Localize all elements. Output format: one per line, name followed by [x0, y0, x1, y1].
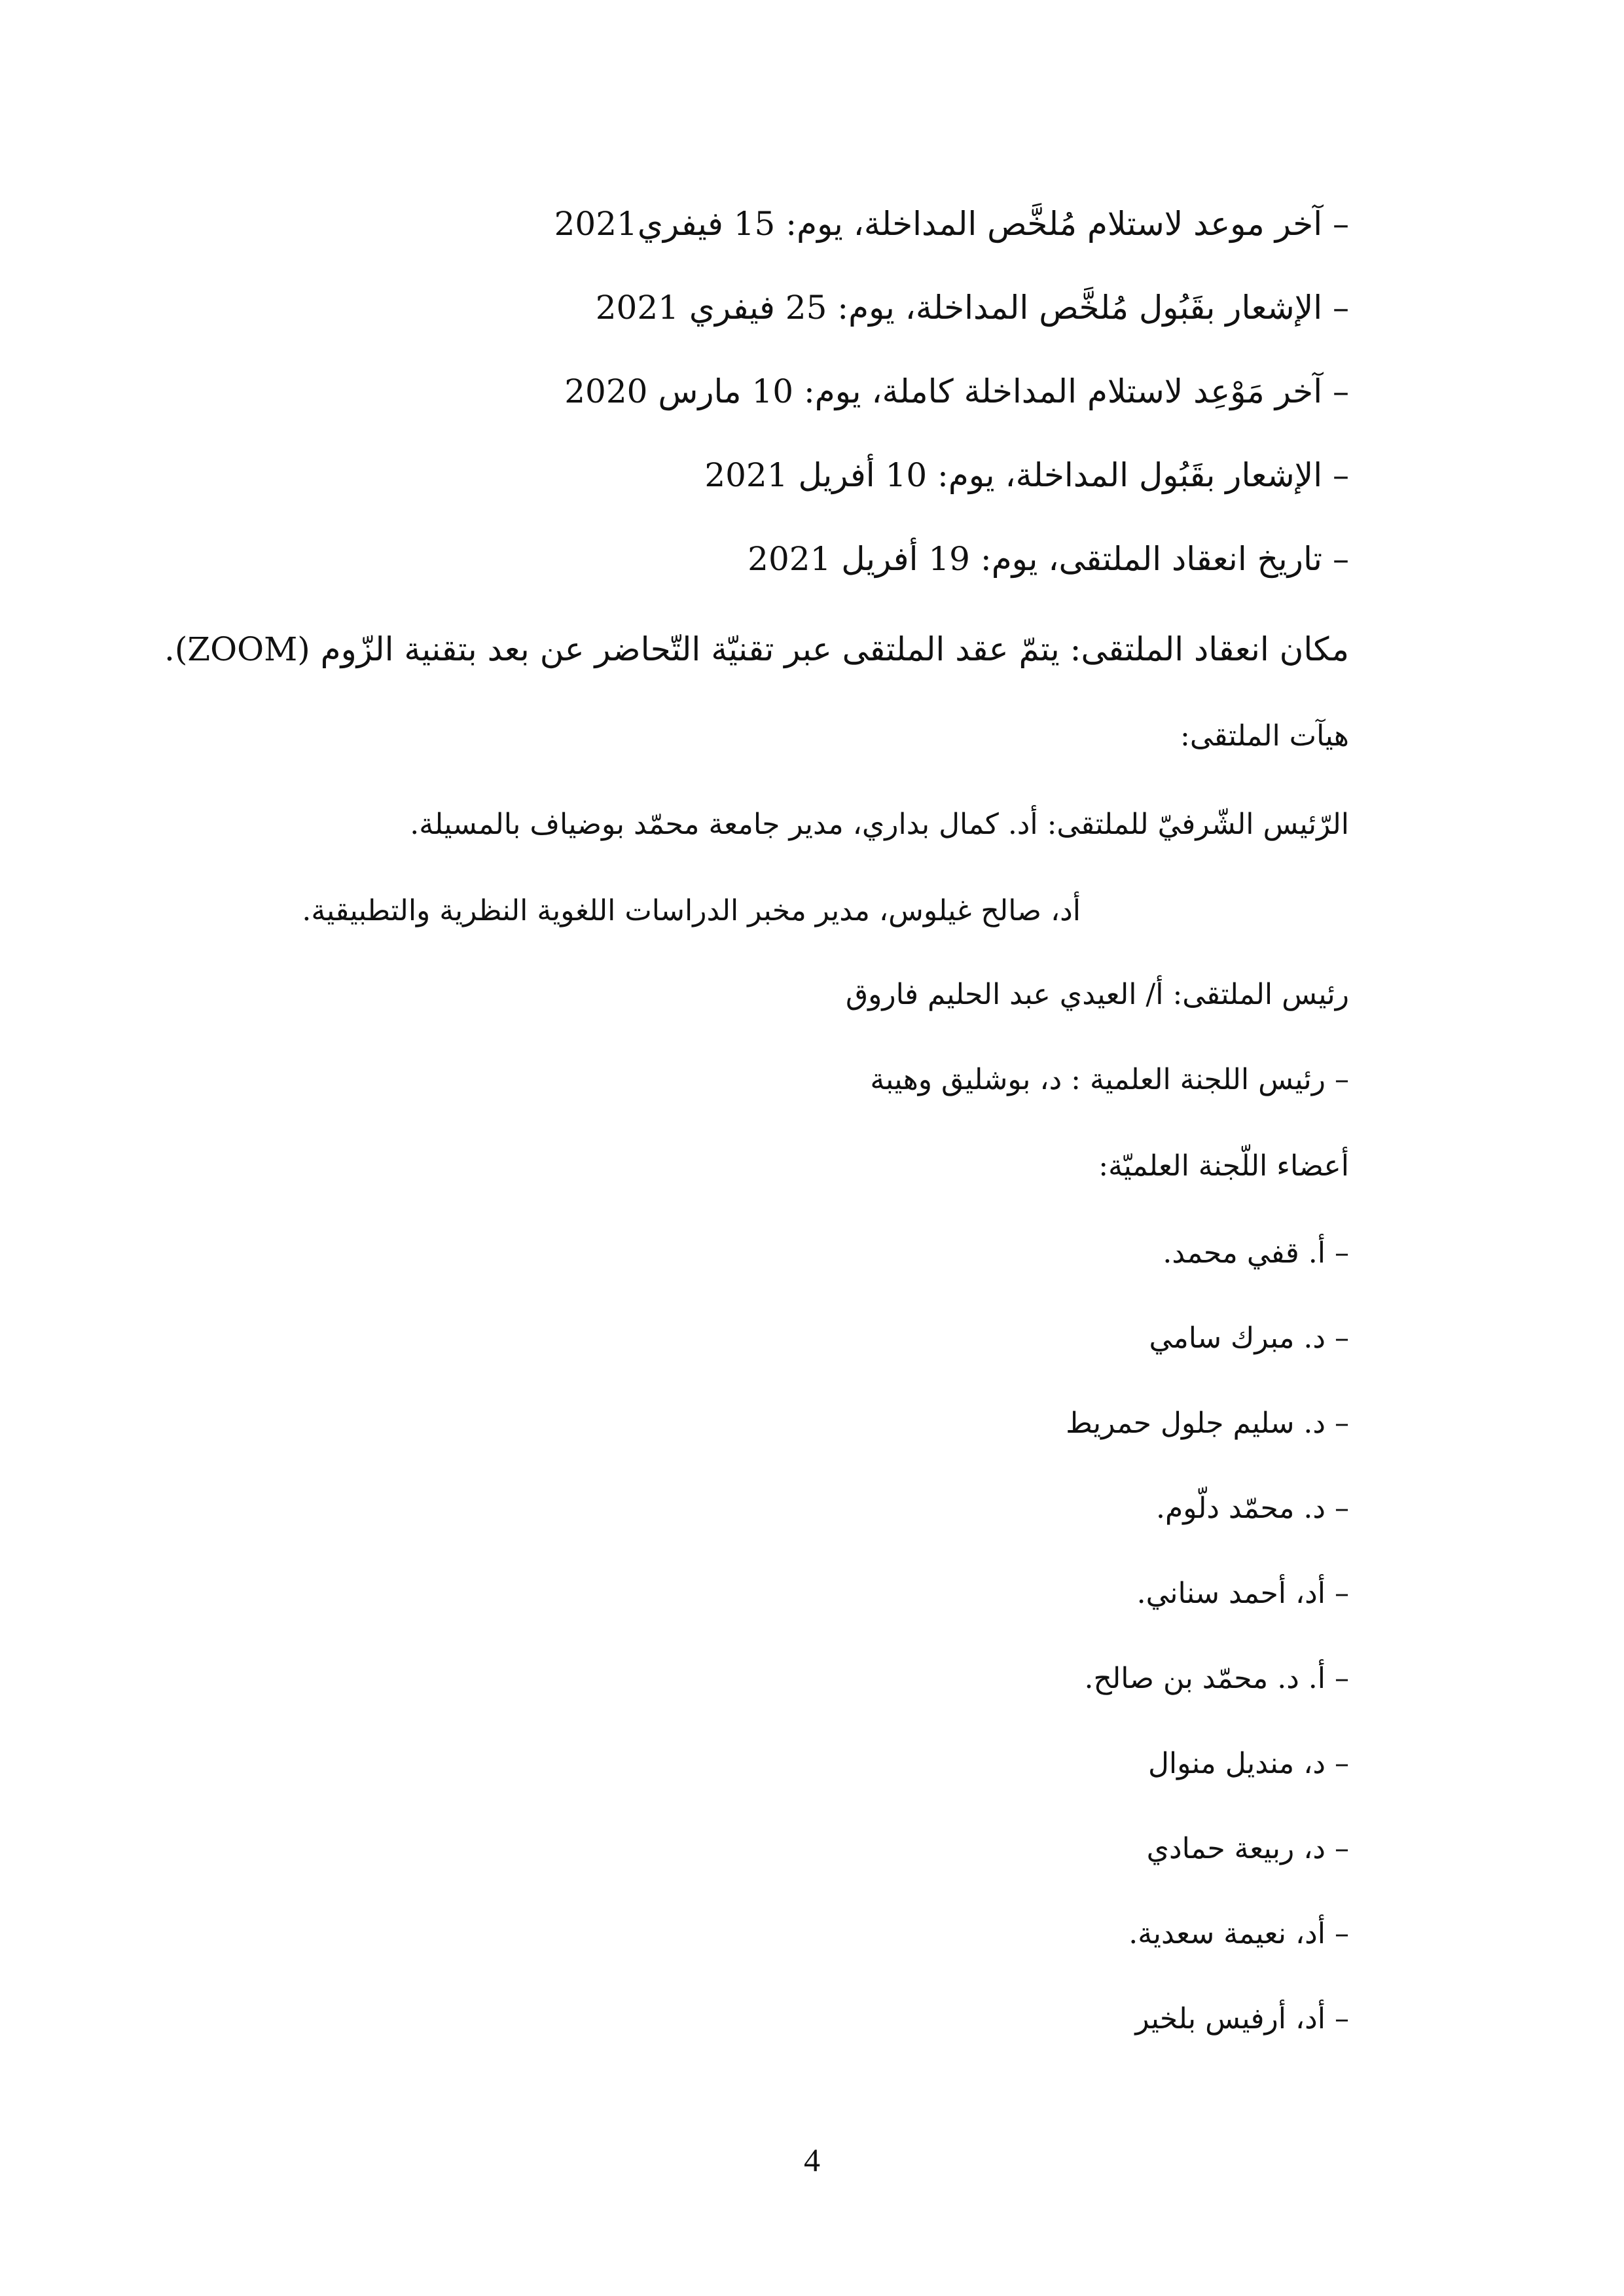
- deadline-full-paper: – آخر مَوْعِد لاستلام المداخلة كاملة، يوم: 10 مارس 2020: [564, 372, 1349, 410]
- members-heading: أعضاء اللّجنة العلميّة:: [1098, 1149, 1349, 1183]
- bodies-heading: هيآت الملتقى:: [1180, 719, 1349, 753]
- honorary-president: الرّئيس الشّرفيّ للملتقى: أد. كمال بداري، مدير جامعة محمّد بوضياف بالمسيلة.: [410, 808, 1349, 841]
- committee-member: – د. مبرك سامي: [1149, 1321, 1349, 1355]
- notice-abstract-acceptance: – الإشعار بقَبُول مُلخَّص المداخلة، يوم: 25 فيفري 2021: [595, 289, 1349, 327]
- committee-member: – أد، نعيمة سعدية.: [1128, 1917, 1349, 1950]
- page-number: 4: [804, 2142, 820, 2178]
- committee-member: – د، منديل منوال: [1147, 1747, 1349, 1780]
- committee-member: – أد، أرفيس بلخير: [1135, 2002, 1349, 2036]
- notice-paper-acceptance: – الإشعار بقَبُول المداخلة، يوم: 10 أفريل 2021: [704, 456, 1349, 494]
- conference-president: رئيس الملتقى: أ/ العيدي عبد الحليم فاروق: [845, 978, 1349, 1011]
- conference-venue: مكان انعقاد الملتقى: يتمّ عقد الملتقى عبر تقنيّة التّحاضر عن بعد بتقنية الزّوم (ZOOM).: [164, 630, 1349, 668]
- committee-president: – رئيس اللجنة العلمية : د، بوشليق وهيبة: [870, 1063, 1349, 1096]
- committee-member: – د. محمّد دلّوم.: [1155, 1492, 1349, 1525]
- lab-director: أد، صالح غيلوس، مدير مخبر الدراسات اللغوية النظرية والتطبيقية.: [302, 894, 1081, 927]
- committee-member: – أد، أحمد سناني.: [1136, 1577, 1349, 1610]
- committee-member: – أ. د. محمّد بن صالح.: [1084, 1662, 1349, 1695]
- committee-member: – د، ربيعة حمادي: [1146, 1832, 1349, 1865]
- conference-date: – تاريخ انعقاد الملتقى، يوم: 19 أفريل 2021: [748, 540, 1349, 578]
- committee-member: – د. سليم جلول حمريط: [1066, 1407, 1349, 1440]
- deadline-abstract: – آخر موعد لاستلام مُلخَّص المداخلة، يوم: 15 فيفري2021: [554, 205, 1349, 243]
- committee-member: – أ. قفي محمد.: [1163, 1236, 1349, 1270]
